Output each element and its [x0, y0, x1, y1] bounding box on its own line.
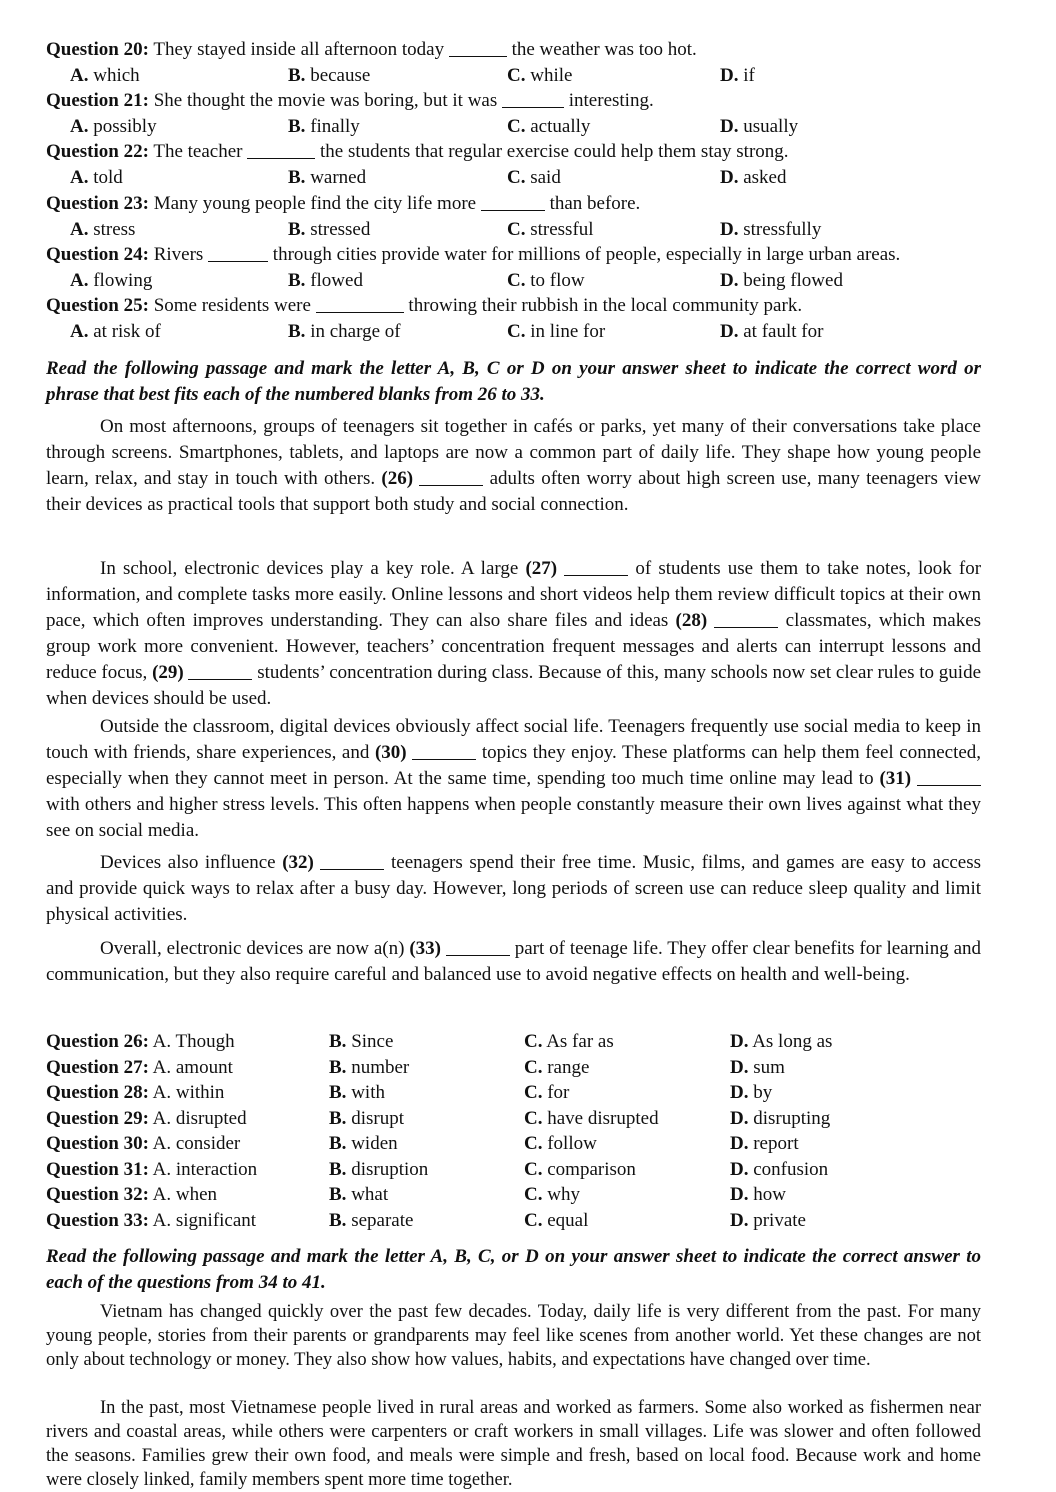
option-letter: D.: [720, 167, 739, 188]
option-text: for: [547, 1082, 570, 1103]
option-text: possibly: [93, 116, 157, 137]
question-label: Question 24:: [46, 244, 149, 265]
question-options: [46, 165, 981, 191]
option-b[interactable]: [288, 319, 401, 345]
option-a[interactable]: [70, 217, 135, 243]
option-a[interactable]: [70, 114, 157, 140]
option-letter: B.: [288, 321, 306, 342]
option-text: when: [175, 1184, 218, 1205]
option-letter: D.: [730, 1184, 749, 1205]
option-letter: B.: [288, 116, 306, 137]
question-label: Question 33:: [46, 1209, 149, 1231]
option-letter: B.: [288, 219, 306, 240]
question-label: Question 29:: [46, 1107, 149, 1129]
question-label: Question 26:: [46, 1031, 149, 1052]
option-text: follow: [547, 1133, 597, 1154]
option-d[interactable]: [730, 1182, 786, 1208]
option-c[interactable]: [524, 1182, 580, 1208]
option-c[interactable]: [524, 1029, 614, 1055]
question-stem: [46, 242, 981, 268]
option-letter: D.: [720, 65, 739, 86]
option-text: stressed: [310, 219, 371, 240]
option-text: in charge of: [310, 321, 401, 342]
option-text: what: [351, 1184, 389, 1205]
option-letter: C.: [507, 167, 526, 188]
option-letter: D.: [730, 1056, 749, 1078]
option-text: to flow: [530, 270, 585, 291]
option-d[interactable]: [720, 114, 798, 140]
option-letter: B.: [288, 167, 306, 188]
option-b[interactable]: [329, 1131, 398, 1157]
option-letter: B.: [329, 1107, 347, 1129]
option-text: which: [93, 65, 140, 86]
option-text: stressfully: [743, 219, 822, 240]
option-a[interactable]: [70, 319, 161, 345]
passage2-paragraph-2: In the past, most Vietnamese people lived in rural areas and worked as farmers. Some also worked as fishermen near rivers and coastal areas, while others were carpenters or craft workers in small villages. Life was slower and often followed the seasons. Families grew their own food, and meals were simple and fresh, based on local food. Because work and home were closely linked, family members spent more time together.: [46, 1398, 981, 1490]
option-text: in line for: [530, 321, 606, 342]
option-letter: C.: [507, 116, 526, 137]
option-letter: D.: [730, 1133, 749, 1154]
option-b[interactable]: [329, 1080, 385, 1106]
question-text: than before.: [549, 193, 641, 214]
option-text: sum: [753, 1056, 785, 1078]
question-label: Question 22:: [46, 141, 149, 162]
question-text: the students that regular exercise could help them stay strong.: [320, 141, 789, 162]
option-letter: D.: [720, 219, 739, 240]
option-d[interactable]: [730, 1106, 830, 1132]
option-letter: A.: [70, 65, 89, 86]
option-letter: D.: [720, 270, 739, 291]
option-a[interactable]: Question 28: A. within: [46, 1082, 225, 1103]
question-stem: [46, 139, 981, 165]
passage1-paragraph-5: Overall, electronic devices are now a(n) (33) part of teenage life. They offer clear benefits for learning and communication, but they also require careful and balanced use to avoid negative effects on health and well-being.: [46, 938, 982, 985]
option-text: at risk of: [93, 321, 161, 342]
option-a[interactable]: Question 32: A. when: [46, 1184, 218, 1205]
option-a[interactable]: Question 26: A. Though: [46, 1031, 235, 1052]
option-b[interactable]: [288, 165, 366, 191]
question-options: [46, 63, 981, 89]
option-text: stressful: [530, 219, 594, 240]
option-d[interactable]: [720, 63, 755, 89]
option-c[interactable]: [507, 268, 585, 294]
question-text: Many young people find the city life more: [153, 193, 477, 214]
cloze-options: [46, 1029, 981, 1233]
option-c[interactable]: [524, 1080, 569, 1106]
question-label: Question 27:: [46, 1056, 149, 1078]
option-b[interactable]: [329, 1182, 388, 1208]
option-a[interactable]: Question 30: A. consider: [46, 1133, 241, 1154]
option-c[interactable]: [524, 1157, 636, 1183]
option-text: separate: [351, 1209, 414, 1231]
option-a[interactable]: [70, 165, 123, 191]
option-b[interactable]: [329, 1208, 413, 1234]
option-c[interactable]: [524, 1106, 659, 1132]
question-label: Question 30:: [46, 1133, 149, 1154]
option-a[interactable]: Question 29: A. disrupted: [46, 1107, 247, 1129]
option-letter: C.: [524, 1107, 543, 1129]
option-text: Since: [351, 1031, 394, 1052]
answer-blank: [449, 38, 507, 57]
option-b[interactable]: [288, 114, 360, 140]
option-b[interactable]: [329, 1055, 409, 1081]
option-text: if: [743, 65, 755, 86]
option-letter: D.: [730, 1107, 749, 1129]
option-text: disruption: [351, 1158, 429, 1180]
option-letter: A.: [70, 270, 89, 291]
question-label: Question 21:: [46, 90, 149, 111]
option-text: within: [175, 1082, 225, 1103]
option-letter: C.: [524, 1133, 543, 1154]
question-options: [46, 319, 981, 345]
option-d[interactable]: [730, 1080, 772, 1106]
option-d[interactable]: [720, 165, 787, 191]
option-text: consider: [175, 1133, 241, 1154]
option-letter: C.: [524, 1082, 543, 1103]
cloze-question-row: [46, 1080, 981, 1106]
option-text: have disrupted: [547, 1107, 659, 1129]
option-b[interactable]: [329, 1106, 404, 1132]
cloze-question-row: [46, 1029, 981, 1055]
option-letter: A.: [70, 321, 89, 342]
option-text: with: [351, 1082, 385, 1103]
answer-blank: [316, 294, 404, 313]
option-c[interactable]: [524, 1055, 589, 1081]
option-text: warned: [310, 167, 367, 188]
option-text: being flowed: [743, 270, 843, 291]
option-text: said: [530, 167, 561, 188]
passage1-paragraph-4: Devices also influence (32) teenagers spend their free time. Music, films, and games are easy to access and provide quick ways to relax after a busy day. However, long periods of screen use can reduce sleep quality and limit physical activities.: [46, 852, 982, 925]
option-a[interactable]: Question 33: A. significant: [46, 1209, 257, 1231]
question-label: Question 31:: [46, 1158, 149, 1180]
option-letter: C.: [507, 270, 526, 291]
option-letter: D.: [730, 1158, 749, 1180]
question-label: Question 25:: [46, 295, 149, 316]
option-text: number: [351, 1056, 410, 1078]
question-text: They stayed inside all afternoon today: [153, 39, 445, 60]
option-letter: D.: [720, 116, 739, 137]
option-c[interactable]: [507, 63, 572, 89]
option-text: amount: [175, 1056, 233, 1078]
option-text: report: [753, 1133, 799, 1154]
question-options: [46, 114, 981, 140]
instruction-reading: Read the following passage and mark the letter A, B, C, or D on your answer sheet to indicate the correct answer to each of the questions from 34 to 41.: [46, 1246, 981, 1293]
option-text: As long as: [752, 1031, 833, 1052]
option-letter: C.: [507, 219, 526, 240]
passage1-paragraph-1: On most afternoons, groups of teenagers sit together in cafés or parks, yet many of their conversations take place through screens. Smartphones, tablets, and laptops are now a common part of daily life. They shape how young people learn, relax, and stay in touch with others. (26) adults often worry about high screen use, many teenagers view their devices as practical tools that support both study and social connection.: [46, 416, 982, 515]
option-text: disrupted: [175, 1107, 247, 1129]
option-text: Though: [175, 1031, 235, 1052]
option-text: widen: [351, 1133, 398, 1154]
cloze-question-row: [46, 1131, 981, 1157]
option-text: private: [753, 1209, 806, 1231]
question-text: the weather was too hot.: [511, 39, 697, 60]
option-text: comparison: [547, 1158, 636, 1180]
option-c[interactable]: [524, 1208, 588, 1234]
option-letter: C.: [524, 1158, 543, 1180]
option-text: asked: [743, 167, 787, 188]
option-text: finally: [310, 116, 360, 137]
option-text: while: [530, 65, 573, 86]
option-text: actually: [530, 116, 591, 137]
option-text: at fault for: [743, 321, 824, 342]
cloze-question-row: [46, 1157, 981, 1183]
question-label: Question 20:: [46, 39, 149, 60]
option-letter: C.: [524, 1056, 543, 1078]
option-text: because: [310, 65, 371, 86]
option-b[interactable]: [288, 63, 370, 89]
cloze-question-row: [46, 1182, 981, 1208]
option-c[interactable]: [507, 217, 594, 243]
question-text: The teacher: [153, 141, 243, 162]
question-stem: [46, 191, 981, 217]
option-text: why: [547, 1184, 580, 1205]
question-text: through cities provide water for millions of people, especially in large urban areas.: [272, 244, 901, 265]
option-text: equal: [547, 1209, 589, 1231]
option-letter: C.: [524, 1031, 543, 1052]
option-text: flowed: [310, 270, 363, 291]
option-d[interactable]: [720, 217, 821, 243]
question-label: Question 28:: [46, 1082, 149, 1103]
cloze-question-row: [46, 1055, 981, 1081]
option-c[interactable]: [507, 319, 605, 345]
option-text: confusion: [753, 1158, 829, 1180]
option-letter: D.: [730, 1209, 749, 1231]
option-letter: B.: [329, 1209, 347, 1231]
option-text: flowing: [93, 270, 153, 291]
option-letter: B.: [329, 1031, 347, 1052]
answer-blank: [208, 243, 268, 262]
option-d[interactable]: [730, 1029, 832, 1055]
option-d[interactable]: [720, 319, 823, 345]
answer-blank: [502, 89, 564, 108]
option-b[interactable]: [329, 1029, 393, 1055]
option-text: As far as: [546, 1031, 614, 1052]
passage1-paragraph-2: In school, electronic devices play a key role. A large (27) of students use them to take notes, look for information, and complete tasks more easily. Online lessons and short videos help them review difficult topics at their own pace, which often improves understanding. They can also share files and ideas (28) classmates, which makes group work more convenient. However, teachers’ concentration frequent messages and alerts can interrupt lessons and reduce focus, (29) students’ concentration during class. Because of this, many schools now set clear rules to guide when devices should be used.: [46, 558, 982, 709]
option-letter: C.: [524, 1184, 543, 1205]
question-stem: [46, 88, 981, 114]
option-text: by: [753, 1082, 773, 1103]
instruction-cloze: Read the following passage and mark the letter A, B, C or D on your answer sheet to indicate the correct word or phrase that best fits each of the numbered blanks from 26 to 33.: [46, 358, 981, 405]
option-letter: C.: [507, 65, 526, 86]
option-letter: C.: [524, 1209, 543, 1231]
option-letter: B.: [329, 1184, 347, 1205]
option-text: range: [547, 1056, 590, 1078]
option-c[interactable]: [507, 114, 590, 140]
option-text: usually: [743, 116, 799, 137]
question-text: throwing their rubbish in the local community park.: [408, 295, 803, 316]
option-letter: B.: [329, 1133, 347, 1154]
option-text: interaction: [175, 1158, 258, 1180]
option-text: disrupt: [351, 1107, 404, 1129]
option-b[interactable]: [288, 268, 363, 294]
question-label: Question 23:: [46, 193, 149, 214]
option-d[interactable]: [730, 1208, 806, 1234]
option-b[interactable]: [288, 217, 370, 243]
option-letter: D.: [730, 1031, 749, 1052]
option-letter: B.: [329, 1056, 347, 1078]
option-letter: B.: [288, 65, 306, 86]
option-text: disrupting: [753, 1107, 831, 1129]
option-text: stress: [93, 219, 136, 240]
option-letter: C.: [507, 321, 526, 342]
option-d[interactable]: [730, 1131, 799, 1157]
question-text: interesting.: [568, 90, 654, 111]
question-stem: [46, 37, 981, 63]
option-d[interactable]: [720, 268, 843, 294]
option-a[interactable]: [70, 63, 140, 89]
option-letter: B.: [288, 270, 306, 291]
question-text: Rivers: [153, 244, 204, 265]
question-text: Some residents were: [153, 295, 311, 316]
option-letter: D.: [730, 1082, 749, 1103]
question-options: [46, 268, 981, 294]
option-a[interactable]: Question 27: A. amount: [46, 1056, 233, 1078]
option-letter: D.: [720, 321, 739, 342]
option-letter: B.: [329, 1158, 347, 1180]
option-a[interactable]: [70, 268, 152, 294]
option-text: how: [753, 1184, 786, 1205]
passage1-paragraph-3: Outside the classroom, digital devices obviously affect social life. Teenagers frequently use social media to keep in touch with friends, share experiences, and (30) topics they enjoy. These platforms can help them feel connected, especially when they cannot meet in person. At the same time, spending too much time online may lead to (31) with others and higher stress levels. This often happens when people constantly measure their own lives against what they see on social media.: [46, 716, 982, 841]
cloze-question-row: [46, 1106, 981, 1132]
option-c[interactable]: [524, 1131, 597, 1157]
option-a[interactable]: Question 31: A. interaction: [46, 1158, 258, 1180]
option-text: significant: [175, 1209, 257, 1231]
question-label: Question 32:: [46, 1184, 149, 1205]
option-letter: A.: [70, 219, 89, 240]
question-options: [46, 217, 981, 243]
answer-blank: [481, 192, 545, 211]
option-letter: A.: [70, 167, 89, 188]
option-text: told: [93, 167, 123, 188]
question-text: She thought the movie was boring, but it was: [153, 90, 498, 111]
option-c[interactable]: [507, 165, 561, 191]
question-stem: [46, 293, 981, 319]
option-d[interactable]: [730, 1055, 785, 1081]
passage2-paragraph-1: Vietnam has changed quickly over the past few decades. Today, daily life is very different from the past. For many young people, stories from their parents or grandparents may feel like scenes from another world. Yet these changes are not only about technology or money. They also show how values, habits, and expectations have changed over time.: [46, 1302, 981, 1370]
cloze-question-row: [46, 1208, 981, 1234]
option-letter: A.: [70, 116, 89, 137]
option-letter: B.: [329, 1082, 347, 1103]
option-d[interactable]: [730, 1157, 828, 1183]
answer-blank: [247, 140, 315, 159]
option-b[interactable]: [329, 1157, 428, 1183]
